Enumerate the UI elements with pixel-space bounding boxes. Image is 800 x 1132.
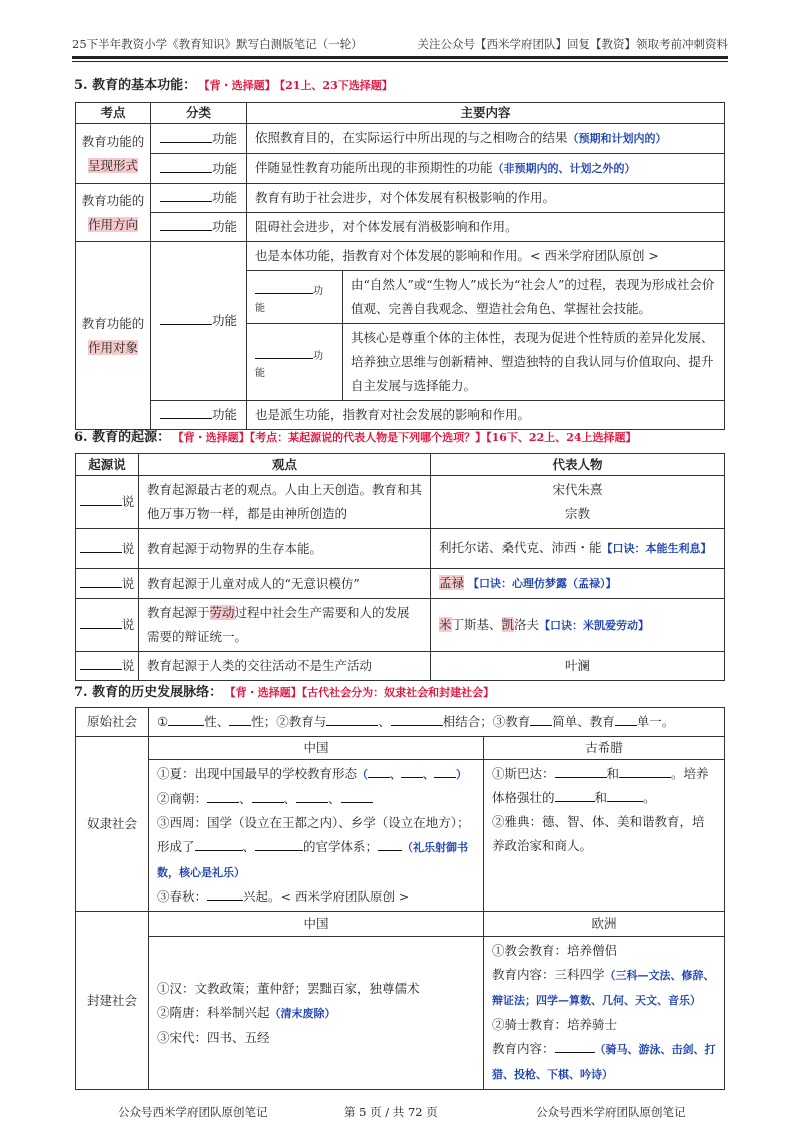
text: 观点 — [139, 454, 431, 476]
fill-in-blank — [207, 788, 239, 803]
table-row — [76, 569, 725, 599]
text: 、 — [378, 714, 391, 729]
text: 和 — [594, 790, 608, 805]
text: ①汉：文教政策；董仲舒；罢黜百家，独尊儒术 — [157, 980, 420, 996]
text: 能 — [255, 303, 265, 314]
text: 、 — [242, 839, 256, 854]
fill-in-blank — [530, 711, 552, 726]
table-row — [76, 476, 725, 529]
fill-in-blank — [160, 404, 212, 419]
fill-in-blank — [326, 711, 378, 726]
text: 也是派生功能，指教育对社会发展的影响和作用。 — [247, 401, 725, 430]
fill-in-blank — [378, 836, 402, 851]
text: 功能 — [211, 407, 237, 422]
text: 伴随显性教育功能所出现的非预期性的功能 — [255, 160, 493, 175]
text: 说 — [121, 617, 135, 632]
text: 、 — [328, 791, 341, 806]
text: 说 — [121, 658, 135, 673]
text: 功 — [313, 351, 323, 362]
text: 【21上、23下选择题】 — [279, 79, 393, 92]
text: 主要内容 — [247, 103, 725, 124]
table-row — [76, 652, 725, 681]
fill-in-blank — [160, 187, 212, 202]
fill-in-blank — [80, 655, 122, 670]
text: 【背・选择题】 — [204, 79, 276, 92]
text: 考点 — [76, 103, 151, 124]
table-row — [76, 599, 725, 652]
section-5-title — [74, 74, 393, 93]
text: 教育有助于社会进步，对个体发展有积极影响的作用。 — [247, 184, 725, 213]
text: 教育功能的 — [81, 133, 145, 149]
text: 兴起。< 西米学府团队原创 > — [243, 889, 410, 904]
text: 教育起源于人类的交往活动不是生产活动 — [139, 652, 431, 681]
text: 也是本体功能，指教育对个体发展的影响和作用。< 西米学府团队原创 > — [247, 242, 725, 271]
text: 性；②教育与 — [251, 714, 327, 729]
text: 【口诀：米凯爱劳动】 — [539, 618, 650, 632]
text: 教育功能的 — [81, 192, 145, 208]
text: 阻碍社会进步，对个体发展有消极影响和作用。 — [247, 213, 725, 242]
fill-in-blank — [555, 787, 595, 802]
fill-in-blank — [160, 128, 212, 143]
fill-in-blank — [255, 279, 313, 294]
text: 【口诀：心理仿梦露（孟禄）】 — [468, 577, 617, 590]
text: 欧洲 — [484, 912, 725, 937]
header-right: 关注公众号【西米学府团队】回复【教资】领取考前冲刺资料 — [417, 37, 728, 51]
text: 功能 — [211, 219, 237, 234]
header-left: 25下半年教资小学《教育知识》默写白测版笔记（一轮） — [72, 37, 363, 51]
text: 洛夫 — [514, 616, 540, 632]
text: 【16下、22上、24上选择题】 — [486, 431, 637, 444]
fill-in-blank — [252, 788, 284, 803]
history-table — [75, 707, 725, 1090]
text: 【背・选择题】 — [230, 686, 302, 699]
text: 功能 — [211, 313, 237, 328]
page-header — [72, 36, 728, 52]
text: （礼乐射御书数，核心是礼乐） — [157, 841, 469, 879]
fill-in-blank — [207, 886, 243, 901]
text: ②骑士教育：培养骑士 — [492, 1017, 618, 1032]
header-rule-thin — [72, 61, 728, 62]
text: （非预期内的、计划之外的） — [492, 162, 636, 175]
text: 【古代社会分为：奴隶社会和封建社会】 — [301, 686, 495, 699]
text: 单一。 — [636, 714, 675, 729]
text: 中国 — [149, 912, 484, 937]
text: 利托尔诺、桑代克、沛西・能 — [439, 540, 602, 555]
text: 凯 — [501, 616, 515, 632]
text: 奴隶社会 — [76, 737, 149, 912]
text: 丁斯基、 — [451, 616, 502, 632]
fill-in-blank — [160, 158, 212, 173]
fill-in-blank — [168, 711, 204, 726]
fill-in-blank — [401, 763, 423, 778]
fill-in-blank — [80, 491, 122, 506]
text: 孟禄 — [439, 575, 465, 590]
text: 功能 — [211, 160, 237, 176]
fill-in-blank — [434, 763, 456, 778]
fill-in-blank — [160, 310, 212, 325]
text: （ — [357, 768, 369, 781]
text: ②隋唐：科举制兴起 — [157, 1004, 270, 1020]
text: 、 — [423, 768, 435, 781]
text: 公众号西米学府团队原创笔记 — [118, 1105, 268, 1119]
text: 6. 教育的起源： — [74, 430, 171, 445]
text: ②雅典：德、智、体、美和谐教育，培养政治家和商人。 — [492, 814, 705, 853]
text: 呈现形式 — [87, 157, 138, 173]
fill-in-blank — [555, 1038, 595, 1053]
text: 能 — [255, 368, 265, 379]
section-6-title — [74, 426, 637, 445]
text: 其核心是尊重个体的主体性，表现为促进个性特质的差异化发展、培养独立思维与创新精神、塑造独特的自我认同与价值取向、提升自主发展与选择能力。 — [343, 324, 725, 401]
fill-in-blank — [368, 763, 390, 778]
text: 、 — [283, 791, 297, 806]
text: 代表人物 — [431, 454, 725, 476]
text: 依照教育目的，在实际运行中所出现的与之相吻合的结果 — [255, 130, 568, 145]
fill-in-blank — [341, 788, 373, 803]
text: ① — [157, 714, 169, 729]
fill-in-blank — [80, 573, 122, 588]
text: 劳动 — [209, 605, 235, 620]
text: 教育起源于 — [147, 605, 210, 620]
text: 功 — [313, 286, 323, 297]
text: 公众号西米学府团队原创笔记 — [536, 1105, 686, 1119]
text: 性、 — [204, 714, 230, 729]
text: 【考点：某起源说的代表人物是下列哪个选项？】 — [249, 431, 487, 444]
text: 、 — [390, 768, 402, 781]
fill-in-blank — [255, 344, 313, 359]
text: ①斯巴达： — [492, 766, 555, 781]
fill-in-blank — [80, 538, 122, 553]
fill-in-blank — [391, 711, 443, 726]
fill-in-blank — [255, 836, 303, 851]
text: 教育内容： — [492, 1041, 555, 1056]
text: 作用方向 — [87, 216, 138, 232]
text: 教育起源最古老的观点。人由上天创造。教育和其他万事万物一样，都是由神所创造的 — [139, 476, 431, 529]
fill-in-blank — [615, 711, 637, 726]
text: （预期和计划内的） — [567, 132, 667, 145]
text: 宗教 — [564, 506, 590, 521]
text: ③宋代：四书、五经 — [157, 1029, 270, 1045]
text: 过程中社会生产需要和人的发展需要的辩证统一。 — [147, 605, 410, 644]
text: 。 — [643, 790, 656, 805]
table-row — [76, 529, 725, 569]
text: 作用对象 — [87, 339, 138, 355]
text: 、 — [239, 791, 252, 806]
text: （清末废除） — [269, 1006, 336, 1020]
text: 起源说 — [76, 454, 139, 476]
text: ①教会教育：培养僧侣 — [492, 943, 618, 958]
text: 7. 教育的历史发展脉络： — [74, 685, 223, 700]
text: ） — [456, 768, 468, 781]
fill-in-blank — [229, 711, 251, 726]
text: 叶澜 — [431, 652, 725, 681]
text: 教育起源于儿童对成人的“无意识模仿” — [139, 569, 431, 599]
origin-table — [75, 453, 725, 681]
section-7-title — [74, 681, 494, 700]
fill-in-blank — [160, 216, 212, 231]
text: 【背・选择题】 — [178, 431, 250, 444]
fill-in-blank — [555, 763, 607, 778]
text: 米 — [439, 616, 452, 632]
fill-in-blank — [607, 787, 643, 802]
text: 说 — [121, 494, 135, 509]
functions-table — [75, 102, 725, 430]
text: 简单、教育 — [552, 714, 615, 729]
text: 教育内容：三科四学 — [492, 967, 605, 982]
text: 5. 教育的基本功能： — [74, 78, 197, 93]
fill-in-blank — [296, 788, 328, 803]
text: 说 — [121, 540, 135, 556]
fill-in-blank — [195, 836, 243, 851]
text: 的官学体系； — [303, 839, 379, 854]
text: 说 — [121, 575, 135, 591]
text: 分类 — [151, 103, 247, 124]
text: 功能 — [211, 130, 237, 146]
text: 第 5 页 / 共 72 页 — [344, 1105, 438, 1119]
text: 由“自然人”或“生物人”成长为“社会人”的过程，表现为形成社会价值观、完善自我观念、塑造社会角色、掌握社会技能。 — [343, 271, 725, 324]
fill-in-blank — [80, 614, 122, 629]
text: ②商朝： — [157, 791, 208, 806]
text: （三科—文法、修辞、辩证法；四学—算数、几何、天文、音乐） — [492, 969, 715, 1007]
text: 【口诀：本能生利息】 — [601, 542, 712, 555]
text: 教育起源于动物界的生存本能。 — [139, 529, 431, 569]
text: 和 — [606, 766, 620, 781]
text: 古希腊 — [484, 737, 725, 760]
text: 教育功能的 — [81, 315, 145, 331]
text: 封建社会 — [76, 912, 149, 1090]
text: （骑马、游泳、击剑、打猎、投枪、下棋、吟诗） — [492, 1043, 716, 1081]
text: 中国 — [149, 737, 484, 760]
text: ①夏：出现中国最早的学校教育形态 — [157, 766, 358, 781]
text: ③西周：国学（设立在王都之内）、乡学（设立在地方）；形成了 — [157, 815, 470, 854]
text: 相结合；③教育 — [442, 714, 531, 729]
text: 功能 — [211, 190, 237, 205]
text: 原始社会 — [76, 708, 149, 737]
text: 。培养体格强壮的 — [492, 766, 709, 805]
header-rule — [72, 56, 728, 59]
text: ③春秋： — [157, 889, 208, 904]
fill-in-blank — [619, 763, 671, 778]
text: 宋代朱熹 — [552, 482, 603, 497]
